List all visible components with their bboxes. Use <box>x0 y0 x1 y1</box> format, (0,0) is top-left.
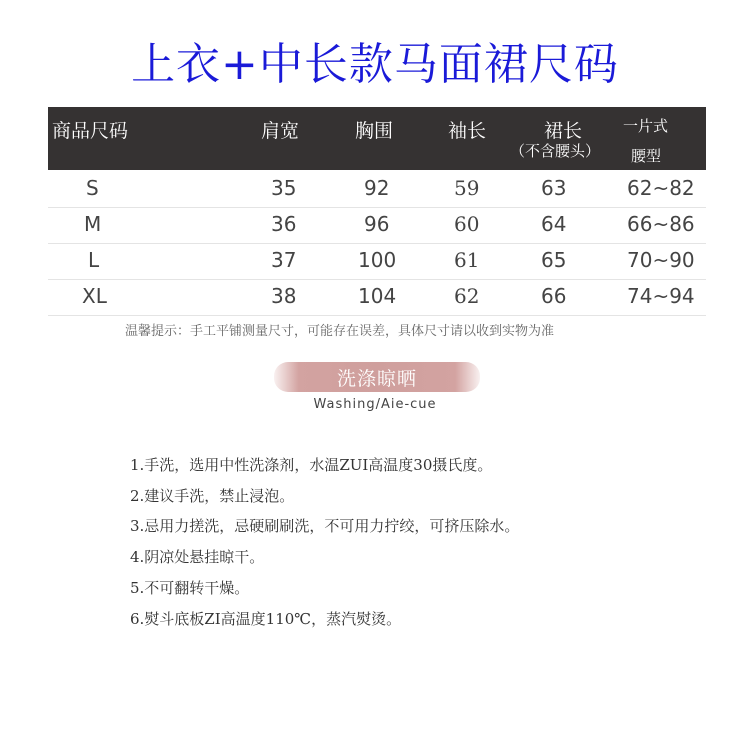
cell-sleeve: 59 <box>454 176 480 200</box>
measurement-note: 温馨提示：手工平铺测量尺寸，可能存在误差，具体尺寸请以收到实物为准 <box>125 324 555 339</box>
cell-skirt: 63 <box>541 176 567 200</box>
cell-shoulder: 38 <box>271 284 297 308</box>
cell-size: S <box>86 176 99 200</box>
cell-chest: 104 <box>358 284 397 308</box>
header-sleeve: 袖长 <box>448 120 487 142</box>
care-section-badge <box>274 362 480 392</box>
cell-waist: 70~90 <box>627 248 695 272</box>
cell-size: XL <box>82 284 107 308</box>
cell-skirt: 65 <box>541 248 567 272</box>
cell-chest: 100 <box>358 248 397 272</box>
care-instruction: 4.阴凉处悬挂晾干。 <box>130 548 265 566</box>
page-title: 上衣+中长款马面裙尺码 <box>131 39 619 90</box>
care-instruction: 5.不可翻转干燥。 <box>130 579 250 597</box>
table-row <box>48 172 706 208</box>
header-skirt-length-note: （不含腰头） <box>510 142 601 160</box>
header-chest: 胸围 <box>355 120 394 142</box>
care-section-subtitle: Washing/Aie-cue <box>313 397 437 412</box>
header-shoulder: 肩宽 <box>261 120 300 142</box>
header-size: 商品尺码 <box>52 120 129 142</box>
care-instruction: 3.忌用力搓洗，忌硬刷刷洗，不可用力拧绞，可挤压除水。 <box>130 517 520 535</box>
care-instruction: 1.手洗，选用中性洗涤剂，水温ZUI高温度30摄氏度。 <box>130 456 493 474</box>
header-skirt-length: 裙长 <box>544 120 583 142</box>
table-row <box>48 244 706 280</box>
cell-chest: 96 <box>364 212 390 236</box>
care-instruction: 2.建议手洗，禁止浸泡。 <box>130 487 295 505</box>
cell-skirt: 66 <box>541 284 567 308</box>
cell-size: M <box>84 212 102 236</box>
table-row <box>48 280 706 316</box>
cell-sleeve: 62 <box>454 284 480 308</box>
cell-waist: 66~86 <box>627 212 695 236</box>
header-waist-line2: 腰型 <box>631 147 662 165</box>
cell-waist: 62~82 <box>627 176 695 200</box>
header-waist-line1: 一片式 <box>623 117 669 135</box>
care-instruction: 6.熨斗底板ZI高温度110℃，蒸汽熨烫。 <box>130 610 402 628</box>
cell-chest: 92 <box>364 176 390 200</box>
cell-skirt: 64 <box>541 212 567 236</box>
cell-shoulder: 37 <box>271 248 297 272</box>
cell-size: L <box>88 248 100 272</box>
size-table-header <box>48 107 706 170</box>
cell-shoulder: 35 <box>271 176 297 200</box>
table-row <box>48 208 706 244</box>
cell-sleeve: 61 <box>454 248 480 272</box>
care-section-title: 洗涤晾晒 <box>336 368 417 390</box>
cell-waist: 74~94 <box>627 284 695 308</box>
cell-shoulder: 36 <box>271 212 297 236</box>
cell-sleeve: 60 <box>454 212 480 236</box>
